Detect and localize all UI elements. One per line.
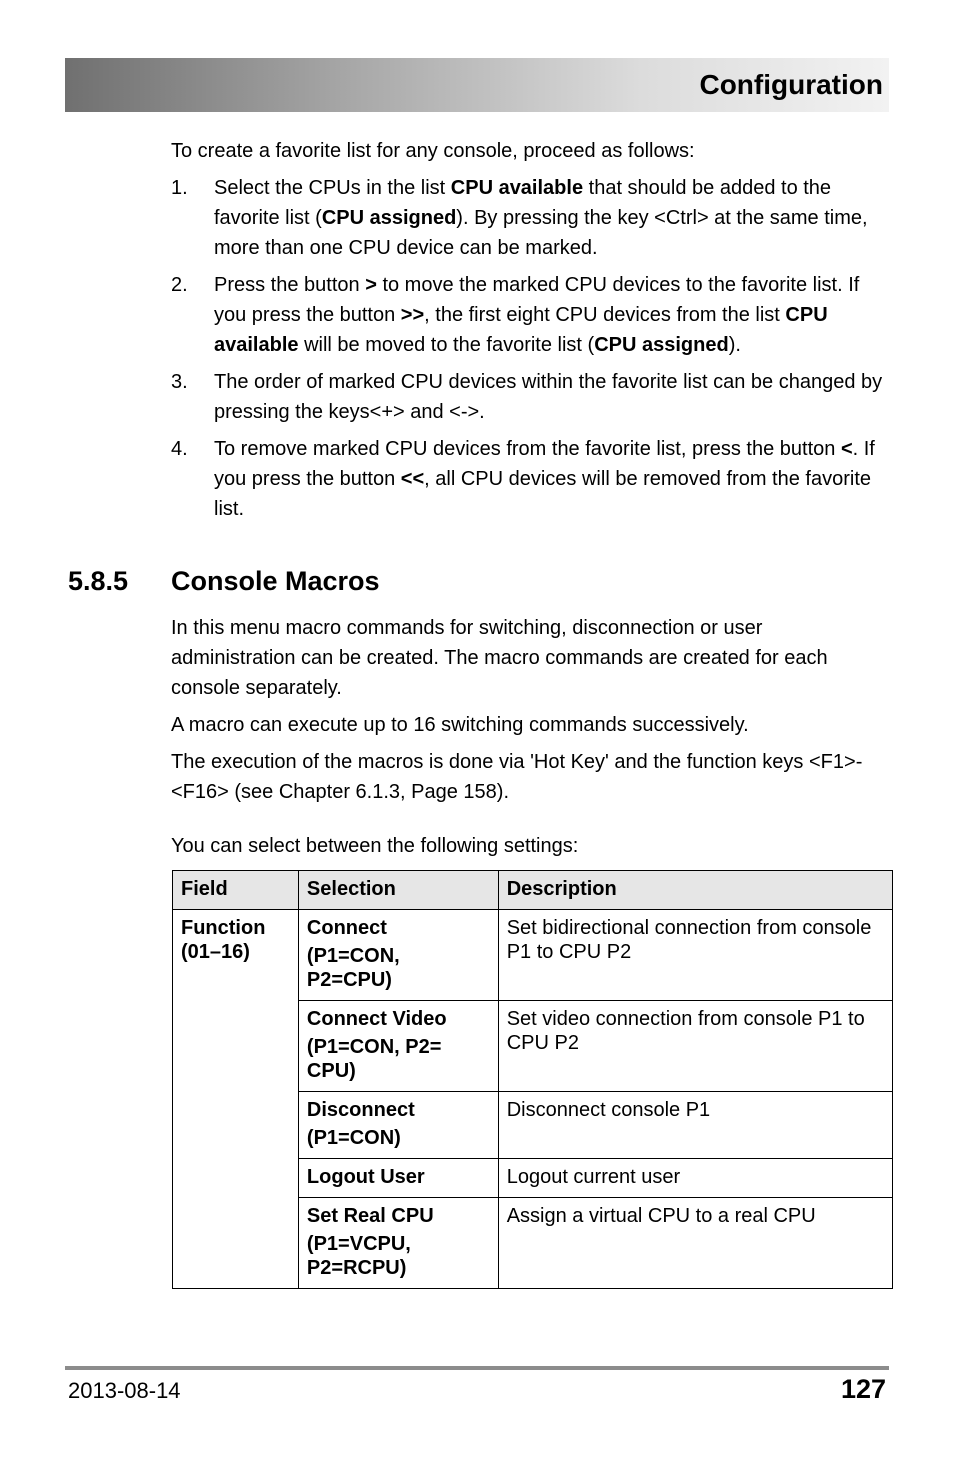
step-bold: >> [400,304,425,326]
selection-name: Set Real CPU [306,1205,434,1227]
list-item [171,270,891,360]
header-bar [65,58,889,112]
step-bold: CPU assigned [594,334,729,356]
intro-block [171,136,891,531]
footer-divider [65,1366,889,1370]
step-text: to move the marked CPU devices to the favorite list. If you press the button [214,274,860,326]
step-text: that should be added to the favorite list ( [214,177,832,229]
intro-lead: To create a favorite list for any console, proceed as follows: [171,140,695,162]
step-text: , the first eight CPU devices from the list [424,304,786,326]
list-item [171,434,891,524]
column-header-selection: Selection [298,871,498,910]
selection-cell [298,910,498,1001]
selection-params: (P1=CON, P2=CPU) [306,945,400,991]
step-text: ). By pressing the key <Ctrl> at the same time, more than one CPU device can be marked. [214,207,868,259]
footer-date: 2013-08-14 [68,1378,181,1403]
section-title: Console Macros [171,566,380,596]
description-cell: Disconnect console P1 [498,1092,892,1159]
step-text: Select the CPUs in the list [214,177,451,199]
page-number: 127 [840,1374,886,1404]
selection-name: Disconnect [306,1099,415,1121]
section-paragraph: The execution of the macros is done via 'Hot Key' and the function keys <F1>-<F16> (see Chapter 6.1.3, Page 158). [171,751,863,803]
description-cell: Assign a virtual CPU to a real CPU [498,1198,892,1289]
selection-params: (P1=CON, P2= CPU) [306,1036,442,1082]
step-text: will be moved to the favorite list ( [298,334,595,356]
selection-name: Logout User [306,1166,425,1188]
step-bold: CPU available [450,177,584,199]
column-header-field: Field [173,871,299,910]
step-text: , all CPU devices will be removed from the favorite list. [214,468,871,520]
step-text: To remove marked CPU devices from the favorite list, press the button [214,438,841,460]
step-text: . If you press the button [214,438,875,490]
section-paragraph: In this menu macro commands for switching, disconnection or user administration can be created. The macro commands are created for each console separately. [171,617,828,699]
selection-name: Connect [306,917,387,939]
step-text: ). [728,334,741,356]
description-cell: Set video connection from console P1 to CPU P2 [498,1001,892,1092]
selection-cell [298,1198,498,1289]
description-cell: Logout current user [498,1159,892,1198]
section-paragraph: A macro can execute up to 16 switching commands successively. [171,714,749,736]
step-number: 2. [171,274,188,296]
settings-table [172,870,893,1289]
table-header-row [173,871,893,910]
section-number: 5.8.5 [68,566,129,596]
step-bold: CPU assigned [321,207,457,229]
list-item [171,173,891,263]
description-cell: Set bidirectional connection from console P1 to CPU P2 [498,910,892,1001]
field-cell: Function (01–16) [173,910,299,1289]
table-row [173,910,893,1001]
column-header-description: Description [498,871,892,910]
selection-cell [298,1001,498,1092]
step-text: The order of marked CPU devices within the favorite list can be changed by pressing the keys<+> and <->. [214,371,883,423]
selection-cell [298,1159,498,1198]
step-bold: CPU available [214,304,828,356]
settings-intro: You can select between the following settings: [171,835,579,857]
selection-params: (P1=CON) [306,1127,401,1149]
selection-name: Connect Video [306,1008,447,1030]
step-bold: << [400,468,425,490]
step-number: 1. [171,177,188,199]
list-item [171,367,891,427]
selection-cell [298,1092,498,1159]
selection-params: (P1=VCPU, P2=RCPU) [306,1233,411,1279]
step-bold: > [365,274,377,296]
page-title: Configuration [699,69,883,100]
section-body [171,613,891,814]
section-heading [68,566,380,597]
step-number: 3. [171,371,188,393]
step-text: Press the button [214,274,366,296]
step-bold: < [840,438,853,460]
step-number: 4. [171,438,188,460]
steps-list [171,173,891,524]
